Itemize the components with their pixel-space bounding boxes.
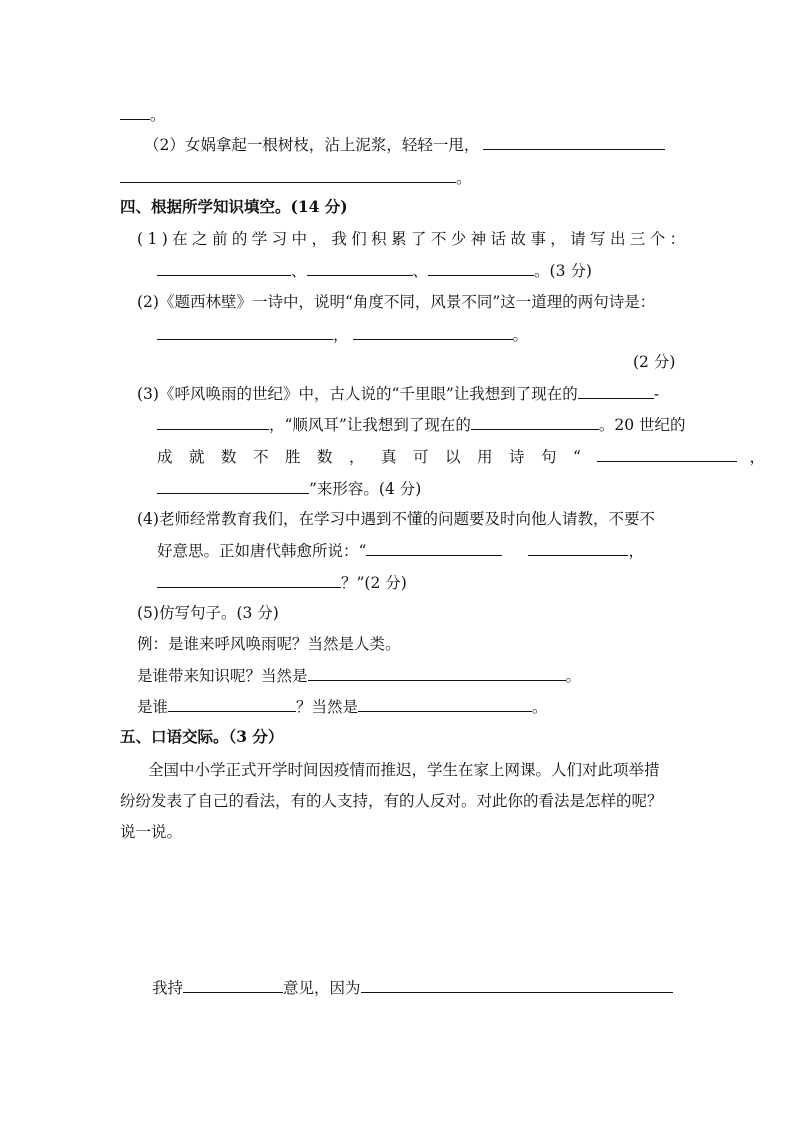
section-5-answer-line: 我持 意见，因为 — [152, 977, 673, 998]
answer-blank[interactable] — [471, 414, 599, 430]
answer-blank[interactable] — [157, 572, 341, 588]
answer-blank[interactable] — [157, 324, 333, 340]
question-4-3-line1: (3)《呼风唤雨的世纪》中，古人说的“千里眼”让我想到了现在的 - — [137, 385, 660, 403]
opinion-blank[interactable] — [183, 977, 283, 993]
section-4-heading: 四、根据所学知识填空。(14 分) — [120, 197, 348, 216]
question-4-3-line4: ”来形容。(4 分) — [157, 478, 421, 499]
question-4-5-example: 例：是谁来呼风唤雨呢？当然是人类。 — [137, 635, 401, 653]
answer-blank[interactable] — [528, 540, 628, 556]
question-3-2-cont: 。 — [120, 167, 472, 188]
answer-blank[interactable] — [428, 260, 534, 276]
section-5-paragraph-line1: 全国中小学正式开学时间因疫情而推迟，学生在家上网课。人们对此项举措 — [148, 761, 660, 779]
question-4-1-answers: 、 、 。(3 分) — [157, 260, 592, 281]
answer-blank[interactable] — [120, 104, 150, 120]
question-4-1: (1)在之前的学习中，我们积累了不少神话故事，请写出三个： — [137, 230, 690, 248]
question-4-5-title: (5)仿写句子。(3 分) — [137, 604, 279, 622]
answer-blank[interactable] — [483, 134, 665, 150]
question-4-2-score: (2 分) — [633, 353, 676, 371]
answer-blank[interactable] — [578, 383, 654, 399]
question-4-5-sentence1: 是谁带来知识呢？当然是 。 — [137, 667, 582, 685]
question-4-4-line2: 好意思。正如唐代韩愈所说：“ ， — [157, 542, 644, 560]
answer-blank[interactable] — [308, 665, 566, 681]
answer-blank[interactable] — [353, 324, 513, 340]
question-4-5-sentence2: 是谁 ？当然是 。 — [137, 698, 548, 716]
answer-blank[interactable] — [366, 540, 502, 556]
question-4-2: (2)《题西林壁》一诗中，说明“角度不同，风景不同”这一道理的两句诗是： — [137, 293, 656, 311]
question-4-4-line1: (4)老师经常教育我们，在学习中遇到不懂的问题要及时向他人请教，不要不 — [137, 510, 655, 528]
section-5-paragraph-line3: 说一说。 — [120, 823, 183, 841]
answer-blank[interactable] — [307, 260, 413, 276]
question-4-2-answers: ， 。 — [157, 324, 528, 345]
answer-blank[interactable] — [358, 696, 532, 712]
answer-blank[interactable] — [120, 167, 456, 183]
reason-blank[interactable] — [361, 977, 673, 993]
answer-blank[interactable] — [157, 260, 291, 276]
answer-blank[interactable] — [157, 414, 269, 430]
continuation-line: 。 — [120, 104, 166, 125]
question-4-3-line2: ，“顺风耳”让我想到了现在的 。20 世纪的 — [157, 414, 686, 435]
question-3-2: （2）女娲拿起一根树枝，沾上泥浆，轻轻一甩， — [144, 134, 665, 155]
answer-blank[interactable] — [157, 478, 309, 494]
answer-blank[interactable] — [168, 696, 296, 712]
question-4-4-line3: ？”(2 分) — [157, 572, 407, 593]
question-4-3-line3: 成就数不胜数，真可以用诗句“ ， — [157, 448, 765, 466]
answer-blank[interactable] — [597, 446, 737, 462]
section-5-paragraph-line2: 纷纷发表了自己的看法，有的人支持，有的人反对。对此你的看法是怎样的呢？ — [120, 792, 663, 810]
section-5-heading: 五、口语交际。（3 分） — [120, 727, 284, 746]
